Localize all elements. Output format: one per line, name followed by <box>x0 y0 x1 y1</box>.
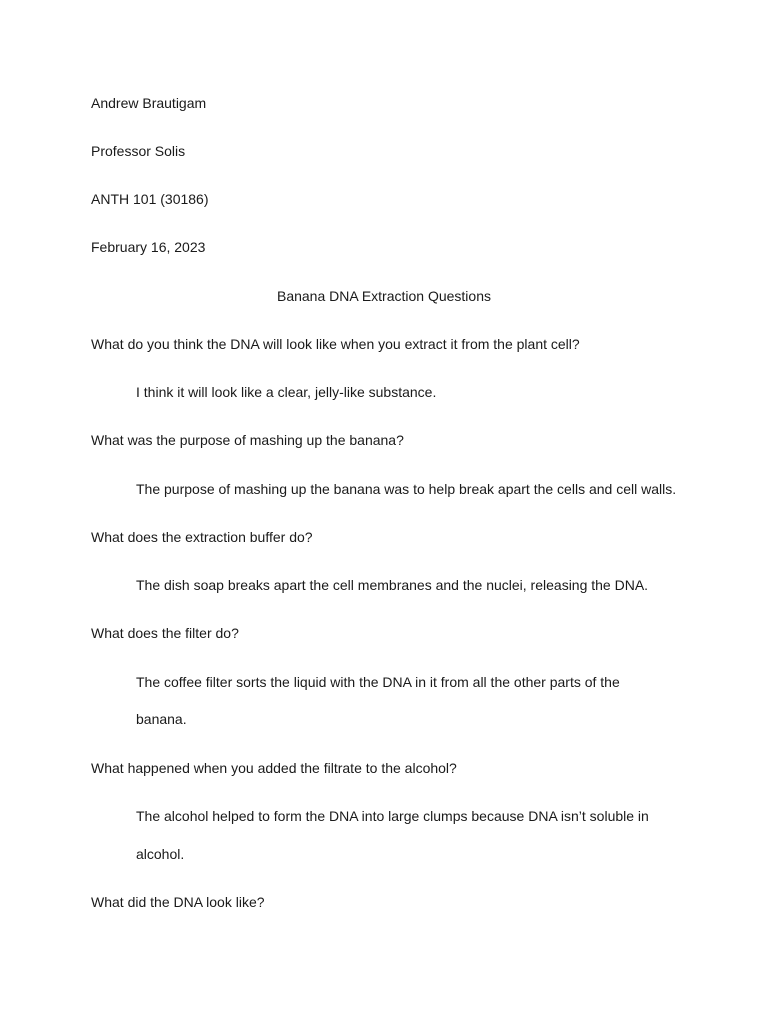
question-5: What happened when you added the filtrate to the alcohol? <box>91 760 457 776</box>
answer-2-line-1: The purpose of mashing up the banana was to help break apart the cells and cell walls. <box>136 481 677 497</box>
document-title: Banana DNA Extraction Questions <box>276 288 491 304</box>
question-2: What was the purpose of mashing up the banana? <box>91 432 404 448</box>
question-6: What did the DNA look like? <box>91 894 265 910</box>
answer-5-line-2: alcohol. <box>136 846 185 862</box>
answer-4-line-1: The coffee filter sorts the liquid with the DNA in it from all the other parts of the <box>136 674 620 690</box>
answer-4-line-2: banana. <box>136 711 187 727</box>
course-code: ANTH 101 (30186) <box>91 191 209 207</box>
professor-name: Professor Solis <box>91 143 186 159</box>
document-date: February 16, 2023 <box>91 239 206 255</box>
question-3: What does the extraction buffer do? <box>91 529 313 545</box>
answer-3-line-1: The dish soap breaks apart the cell membranes and the nuclei, releasing the DNA. <box>136 577 649 593</box>
answer-1-line-1: I think it will look like a clear, jelly-like substance. <box>136 384 437 400</box>
answer-5-line-1: The alcohol helped to form the DNA into large clumps because DNA isn’t soluble in <box>136 808 649 824</box>
student-name: Andrew Brautigam <box>91 95 207 111</box>
question-4: What does the filter do? <box>91 625 239 641</box>
question-1: What do you think the DNA will look like when you extract it from the plant cell? <box>91 336 580 352</box>
